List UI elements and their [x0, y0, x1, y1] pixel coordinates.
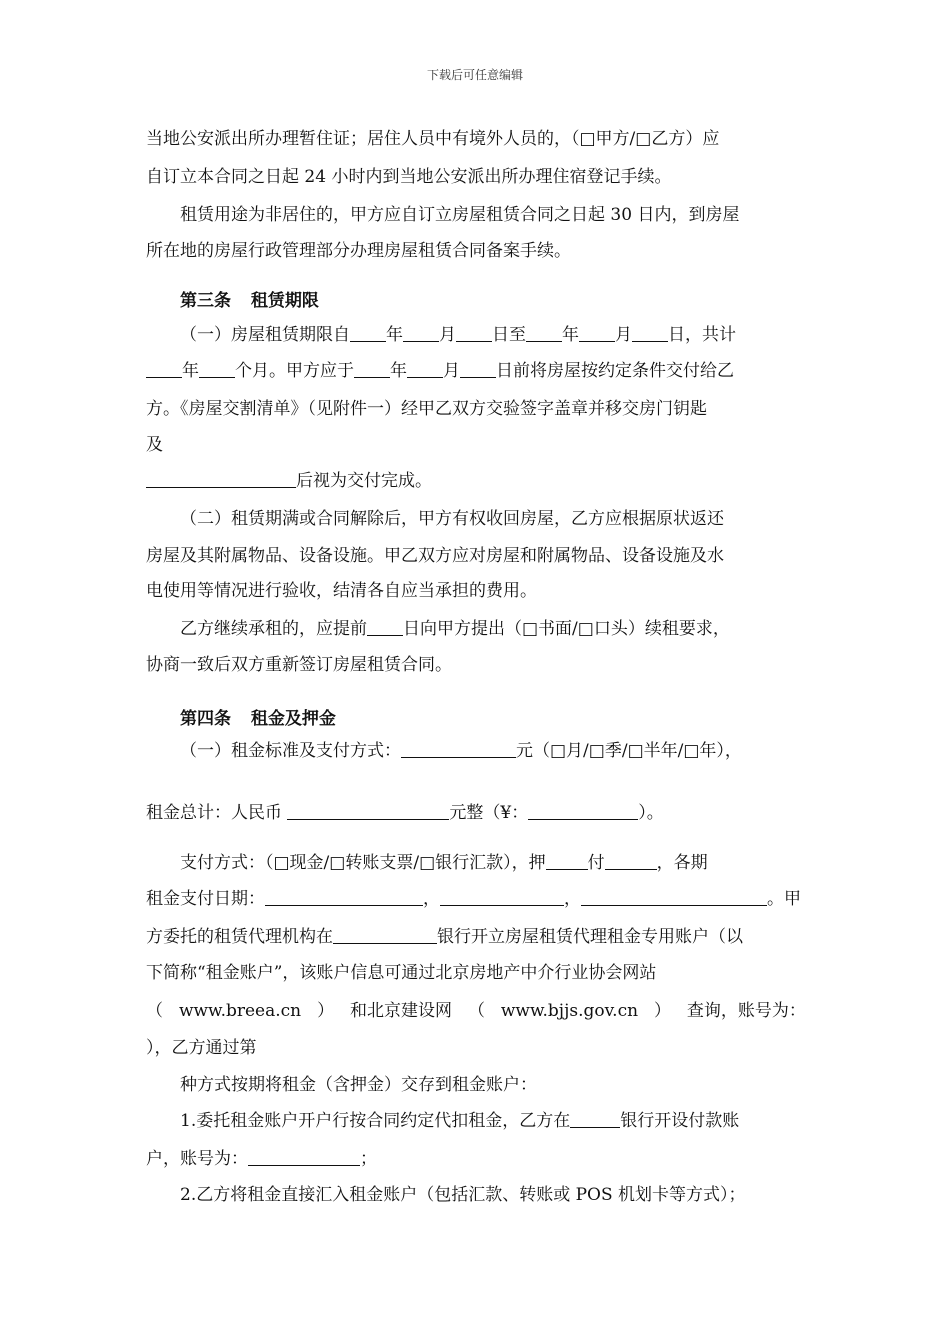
text: 后视为交付完成。 — [296, 471, 432, 491]
text: ， — [423, 889, 440, 909]
text: 查询，账号为： — [686, 1001, 806, 1021]
text: ） — [317, 1001, 335, 1021]
blank-field — [605, 852, 657, 870]
text: 元（□月/□季/□半年/□年）， — [516, 741, 742, 761]
deduction-line — [180, 1110, 739, 1132]
blank-field — [367, 618, 403, 636]
blank-field — [632, 324, 668, 342]
blank-field — [401, 740, 516, 758]
text: 日至 — [492, 325, 526, 345]
handover-line — [146, 470, 432, 492]
text: ， — [564, 889, 581, 909]
blank-field — [546, 852, 588, 870]
paragraph-line: 租赁用途为非居住的，甲方应自订立房屋租赁合同之日起 30 日内，到房屋 — [180, 205, 740, 225]
text: 银行开立房屋租赁代理租金专用账户（以 — [437, 927, 743, 947]
renewal-line — [180, 618, 730, 640]
blank-field — [403, 324, 439, 342]
text: 日向甲方提出（□书面/□口头）续租要求， — [403, 619, 730, 639]
text: ； — [360, 1149, 377, 1169]
account-number-line — [146, 1148, 377, 1170]
lease-term-line — [180, 324, 736, 346]
blank-field — [146, 360, 182, 378]
text: 年 — [386, 325, 403, 345]
rent-standard-line — [180, 740, 742, 762]
rent-total-line — [146, 802, 664, 824]
paragraph-line: 房屋及其附属物品、设备设施。甲乙双方应对房屋和附属物品、设备设施及水 — [146, 546, 724, 566]
article-number: 第四条 — [180, 709, 231, 729]
paragraph-line: ），乙方通过第 — [146, 1038, 257, 1058]
article-title: 租金及押金 — [250, 709, 336, 729]
text: 支付方式：（□现金/□转账支票/□银行汇款），押 — [180, 853, 546, 873]
delivery-date-line — [146, 360, 734, 382]
blank-field — [350, 324, 386, 342]
text: 月 — [439, 325, 456, 345]
blank-field — [354, 360, 390, 378]
text: 月 — [443, 361, 460, 381]
text: 元整（¥： — [449, 803, 529, 823]
text: （ — [146, 1001, 163, 1021]
blank-field — [287, 802, 449, 820]
blank-field — [570, 1110, 620, 1128]
paragraph-line: 方。《房屋交割清单》（见附件一）经甲乙双方交验签字盖章并移交房门钥匙 — [146, 399, 707, 419]
article-4-heading — [180, 704, 350, 729]
paragraph-line: 所在地的房屋行政管理部分办理房屋租赁合同备案手续。 — [146, 241, 571, 261]
text: （ — [467, 1001, 485, 1021]
paragraph-line: 及 — [146, 435, 163, 455]
blank-field — [440, 888, 564, 906]
text: 银行开设付款账 — [620, 1111, 740, 1131]
text: ）。 — [638, 803, 664, 823]
text: 月 — [615, 325, 632, 345]
blank-field — [333, 926, 437, 944]
text: ） — [653, 1001, 671, 1021]
paragraph-line: 电使用等情况进行验收，结清各自应当承担的费用。 — [146, 581, 537, 601]
text: 户，账号为： — [146, 1149, 248, 1169]
paragraph-line: 下简称“租金账户”，该账户信息可通过北京房地产中介行业协会网站 — [146, 963, 657, 983]
payment-method-line — [180, 852, 708, 874]
blank-field — [456, 324, 492, 342]
bjjs-link: www.bjjs.gov.cn — [500, 1001, 639, 1021]
text: 年 — [562, 325, 579, 345]
blank-field — [407, 360, 443, 378]
text: 乙方继续承租的，应提前 — [180, 619, 367, 639]
article-title: 租赁期限 — [250, 291, 319, 311]
text: 付 — [587, 853, 605, 873]
article-number: 第三条 — [180, 291, 231, 311]
breea-link: www.breea.cn — [178, 1001, 302, 1021]
agency-account-line — [146, 926, 743, 948]
payment-date-line — [146, 888, 801, 910]
text: 1.委托租金账户开户行按合同约定代扣租金，乙方在 — [180, 1111, 571, 1131]
text: 。甲 — [767, 889, 801, 909]
text: （一）租金标准及支付方式： — [180, 741, 401, 761]
paragraph-line: （二）租赁期满或合同解除后，甲方有权收回房屋，乙方应根据原状返还 — [180, 509, 724, 529]
paragraph-line: 2.乙方将租金直接汇入租金账户（包括汇款、转账或 POS 机划卡等方式）； — [180, 1185, 746, 1205]
blank-field — [460, 360, 496, 378]
text: 租金支付日期： — [146, 889, 265, 909]
paragraph-line: 协商一致后双方重新签订房屋租赁合同。 — [146, 655, 452, 675]
paragraph-line: 当地公安派出所办理暂住证；居住人员中有境外人员的，（□甲方/□乙方）应 — [146, 129, 720, 149]
text: 年 — [390, 361, 407, 381]
text: 个月。甲方应于 — [235, 361, 354, 381]
text: ，各期 — [656, 853, 708, 873]
blank-field — [265, 888, 423, 906]
blank-field — [528, 802, 638, 820]
paragraph-line: 种方式按期将租金（含押金）交存到租金账户： — [180, 1075, 537, 1095]
blank-field — [579, 324, 615, 342]
blank-field — [526, 324, 562, 342]
article-3-heading — [180, 286, 333, 311]
text: 和北京建设网 — [350, 1001, 452, 1021]
website-line — [146, 1000, 806, 1022]
text: 日，共计 — [668, 325, 736, 345]
page-header: 下载后可任意编辑 — [426, 68, 523, 82]
text: 年 — [182, 361, 199, 381]
text: 方委托的租赁代理机构在 — [146, 927, 333, 947]
text: 租金总计：人民币 — [146, 803, 282, 823]
text: 日前将房屋按约定条件交付给乙 — [496, 361, 734, 381]
text: （一）房屋租赁期限自 — [180, 325, 350, 345]
blank-field — [581, 888, 767, 906]
paragraph-line: 自订立本合同之日起 24 小时内到当地公安派出所办理住宿登记手续。 — [146, 167, 672, 187]
blank-field — [199, 360, 235, 378]
blank-field — [248, 1148, 360, 1166]
blank-field — [146, 470, 296, 488]
